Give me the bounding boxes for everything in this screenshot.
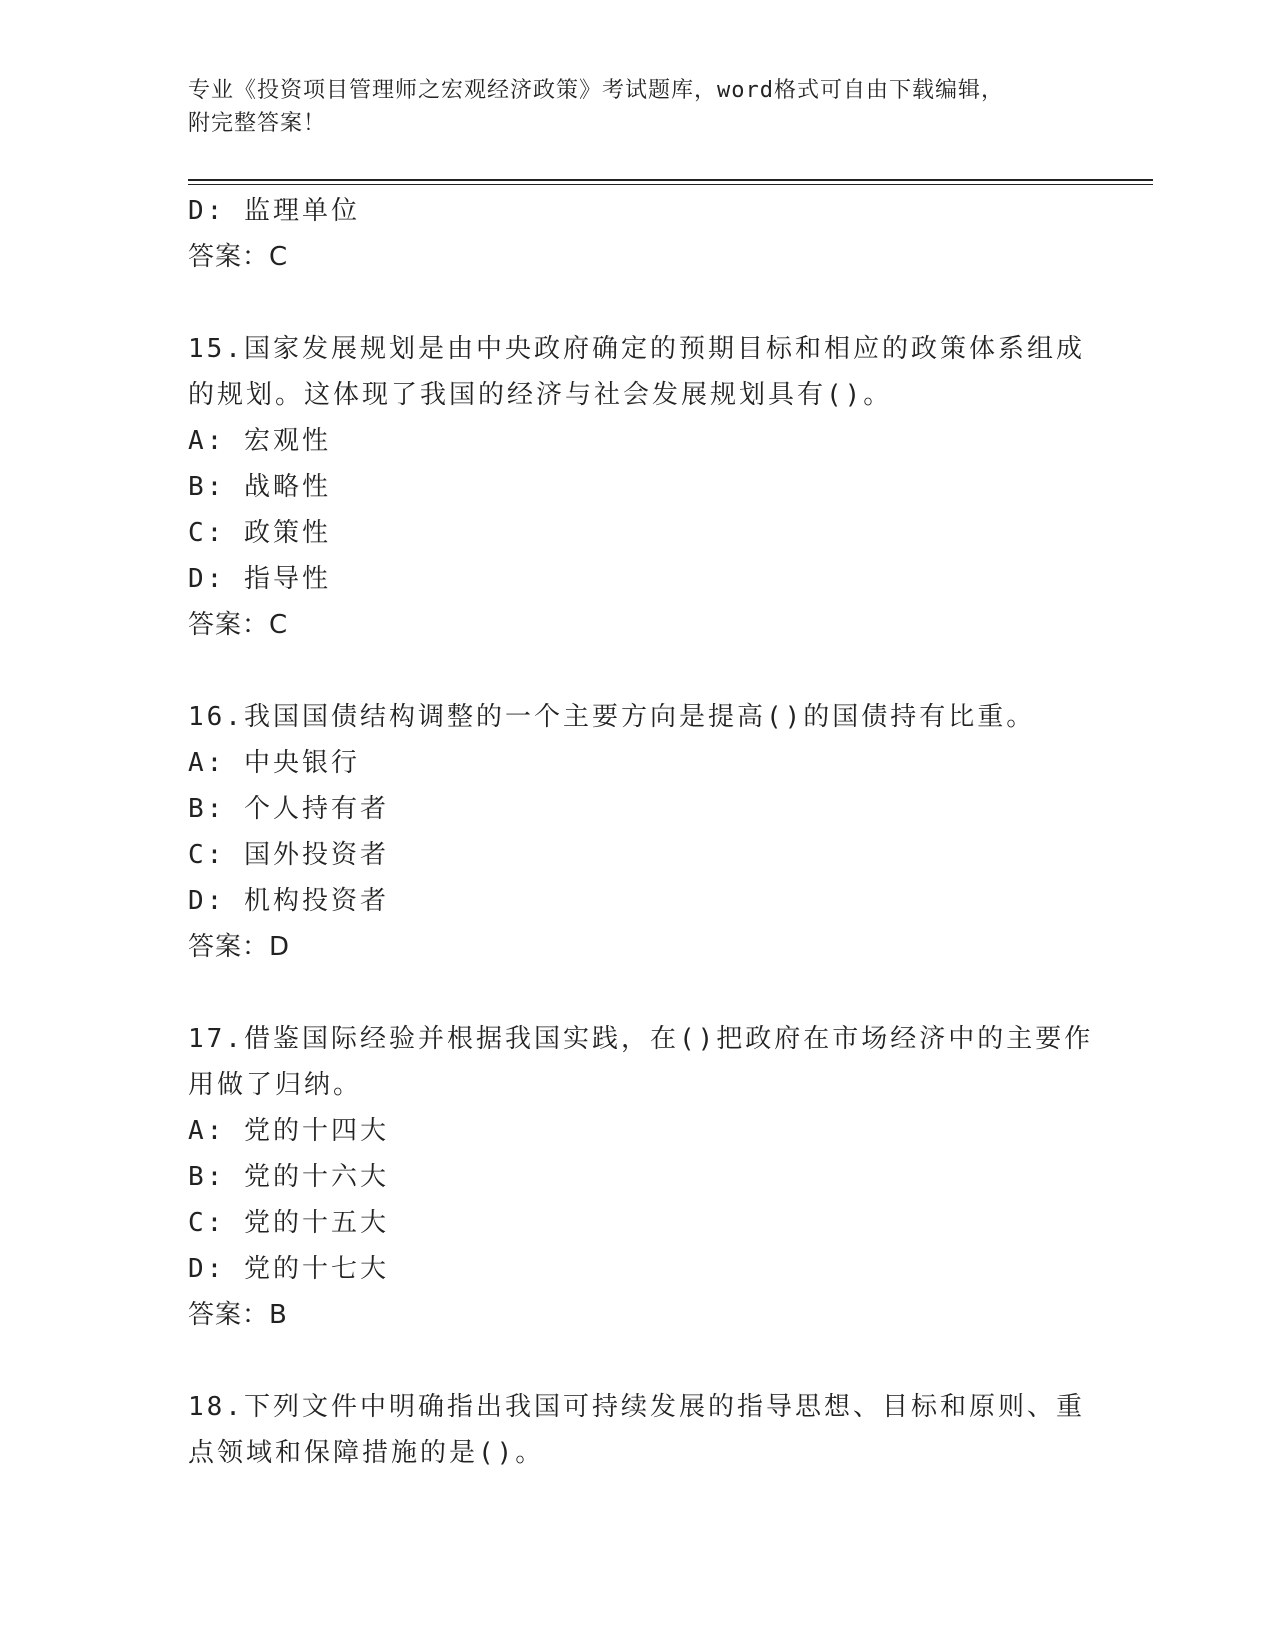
header-divider-thin [188,184,1153,185]
question-17 [188,1016,1094,1338]
question-15-option-c: C: 政策性 [188,518,331,548]
prev-answer: 答案：C [188,242,289,272]
question-17-option-b: B: 党的十六大 [188,1162,389,1192]
header-line-2: 附完整答案！ [188,111,327,136]
question-16-stem-line-1: 16.我国国债结构调整的一个主要方向是提高()的国债持有比重。 [188,702,1036,732]
spacer [188,280,1088,326]
question-15-stem-line-1: 15.国家发展规划是由中央政府确定的预期目标和相应的政策体系组成 [188,334,1085,364]
question-16-answer: 答案：D [188,932,291,962]
question-16-option-d: D: 机构投资者 [188,886,389,916]
question-18-stem-line-2: 点领域和保障措施的是()。 [188,1438,545,1468]
question-16-option-b: B: 个人持有者 [188,794,389,824]
spacer [188,1338,1088,1384]
question-16 [188,694,1088,970]
spacer [188,648,1088,694]
question-15-option-d: D: 指导性 [188,564,331,594]
question-17-stem-line-1: 17.借鉴国际经验并根据我国实践，在()把政府在市场经济中的主要作 [188,1024,1094,1054]
header-divider-thick [188,179,1153,181]
question-17-option-d: D: 党的十七大 [188,1254,389,1284]
question-18-stem-line-1: 18.下列文件中明确指出我国可持续发展的指导思想、目标和原则、重 [188,1392,1085,1422]
question-17-stem-line-2: 用做了归纳。 [188,1070,363,1100]
question-15-option-b: B: 战略性 [188,472,331,502]
question-18 [188,1384,1088,1476]
question-15-stem-line-2: 的规划。这体现了我国的经济与社会发展规划具有()。 [188,380,893,410]
prev-option-d: D: 监理单位 [188,196,360,226]
question-15-answer: 答案：C [188,610,289,640]
question-15 [188,326,1088,648]
question-17-option-a: A: 党的十四大 [188,1116,389,1146]
document-header [188,74,1088,140]
header-line-1: 专业《投资项目管理师之宏观经济政策》考试题库，word格式可自由下载编辑， [188,78,1004,103]
spacer [188,970,1088,1016]
question-16-option-c: C: 国外投资者 [188,840,389,870]
question-16-option-a: A: 中央银行 [188,748,360,778]
question-15-option-a: A: 宏观性 [188,426,331,456]
question-17-option-c: C: 党的十五大 [188,1208,389,1238]
question-list [188,188,1094,1476]
question-17-answer: 答案：B [188,1300,288,1330]
